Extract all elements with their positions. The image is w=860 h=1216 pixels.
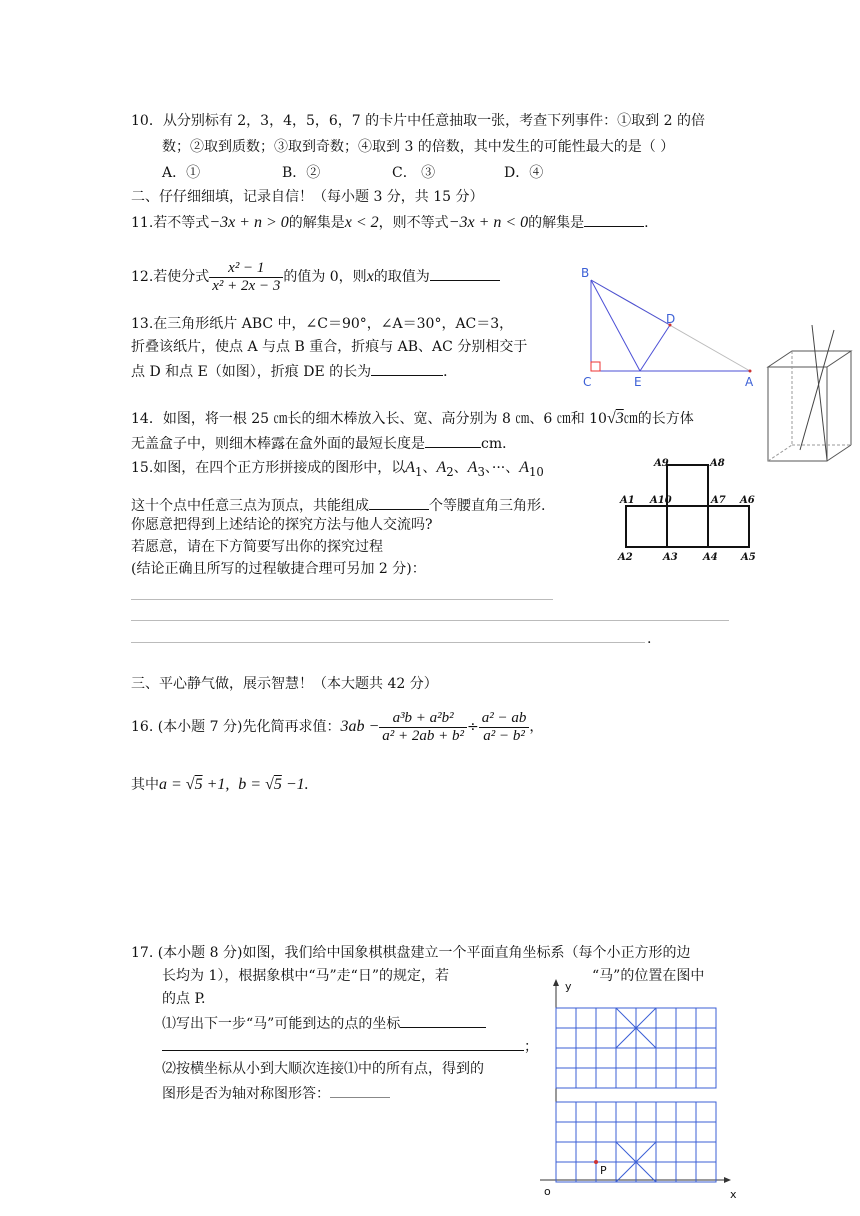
- q13-line1: 13.在三角形纸片 ABC 中，∠C＝90°，∠A＝30°，AC＝3，: [131, 316, 514, 332]
- q15-line3: 你愿意把得到上述结论的探究方法与他人交流吗?: [131, 517, 433, 533]
- q17-line2b: “马”的位置在图中: [592, 968, 705, 984]
- label-a7: A7: [711, 495, 726, 506]
- point-p-label: P: [600, 1164, 607, 1177]
- q17-sub2b: 图形是否为轴对称图形答：: [162, 1083, 390, 1103]
- q14-line2: 无盖盒子中，则细木棒露在盒外面的最短长度是 cm．: [131, 433, 516, 453]
- q10-line1: 10．从分别标有 2，3，4，5，6，7 的卡片中任意抽取一张，考查下列事件：①取到 2 的倍: [131, 113, 705, 129]
- q10-option-a: A．①: [162, 165, 201, 181]
- q17-line2a: 长均为 1），根据象棋中“马”走“日”的规定，若: [162, 968, 449, 984]
- q10-option-c: C． ③: [392, 165, 436, 181]
- label-c: C: [583, 375, 592, 389]
- q17-line1: 17. (本小题 8 分)如图，我们给中国象棋棋盘建立一个平面直角坐标系（每个小正方形的边: [131, 945, 691, 961]
- q12-fraction: $\frac{\text{x² − 1}}{\text{x² + 2x − 3}}$: [209, 260, 283, 295]
- q15-line1: 15.如图，在四个正方形拼接成的图形中，以$A_1$、$A_2$、$A_3$、···、$A_{10}$: [131, 459, 544, 479]
- label-a3: A3: [663, 552, 678, 563]
- axis-y-label: y: [565, 980, 572, 993]
- q15-line2: 这十个点中任意三点为顶点，共能组成 个等腰直角三角形.: [131, 495, 545, 515]
- label-a: A: [745, 375, 754, 389]
- q15-end: .: [647, 631, 652, 647]
- q14-line1: 14．如图，将一根 25 ㎝长的细木棒放入长、宽、高分别为 8 ㎝、6 ㎝和 10√3㎝的长方体: [131, 410, 694, 427]
- label-b: B: [581, 266, 590, 280]
- q17-sub1: ⑴写出下一步“马”可能到达的点的坐标: [162, 1013, 486, 1033]
- q17-sub2a: ⑵按横坐标从小到大顺次连接⑴中的所有点，得到的: [162, 1061, 484, 1077]
- q13-line2: 折叠该纸片，使点 A 与点 B 重合，折痕与 AB、AC 分别相交于: [131, 339, 528, 355]
- q10-option-d: D．④: [504, 165, 544, 181]
- q16-given: 其中a = √5 +1, b = √5 −1.: [131, 776, 309, 793]
- label-a1: A1: [620, 495, 635, 506]
- axis-x-label: x: [730, 1188, 737, 1201]
- label-e: E: [634, 375, 642, 389]
- section2-title: 二、仔仔细细填，记录自信！（每小题 3 分，共 15 分）: [131, 189, 484, 205]
- q13-line3: 点 D 和点 E（如图），折痕 DE 的长为 ．: [131, 361, 457, 381]
- origin-label: o: [544, 1185, 551, 1198]
- q10-option-b: B．②: [282, 165, 321, 181]
- q17-sub1-cont: ；: [162, 1036, 538, 1056]
- label-a9: A9: [654, 458, 669, 469]
- q15-line4: 若愿意，请在下方简要写出你的探究过程: [131, 539, 383, 555]
- label-a6: A6: [740, 495, 755, 506]
- section3-title: 三、平心静气做，展示智慧！（本大题共 42 分）: [131, 676, 438, 692]
- q17-line3: 的点 P.: [162, 991, 206, 1007]
- q10-line2: 数；②取到质数；③取到奇数；④取到 3 的倍数，其中发生的可能性最大的是（ ）: [162, 139, 675, 155]
- q16-fraction-1: $\frac{\text{a³b + a²b²}}{\text{a² + 2ab + b²}}$: [379, 710, 467, 745]
- label-a8: A8: [710, 458, 725, 469]
- label-a10: A10: [650, 495, 672, 506]
- label-d: D: [666, 312, 676, 326]
- q15-line5: (结论正确且所写的过程敏捷合理可另加 2 分)：: [131, 561, 426, 577]
- q11-line: 11.若不等式−3x + n > 0的解集是x < 2，则不等式−3x + n < 0的解集是 .: [131, 214, 649, 231]
- q12-line: 12.若使分式 $\frac{\text{x² − 1}}{\text{x² + 2x − 3}}$ 的值为 0，则x的取值为: [131, 258, 500, 296]
- label-a2: A2: [618, 552, 633, 563]
- label-a4: A4: [703, 552, 718, 563]
- q16-fraction-2: $\frac{\text{a² − ab}}{\text{a² − b²}}$: [479, 710, 530, 745]
- q16-line1: 16. (本小题 7 分)先化简再求值：3ab − $\frac{\text{a³b + a²b²}}{\text{a² + 2ab + b²}}$ ÷ $\frac{\text{a² − ab}}{\text{a² − b²}}$ ，: [131, 709, 544, 744]
- label-a5: A5: [741, 552, 756, 563]
